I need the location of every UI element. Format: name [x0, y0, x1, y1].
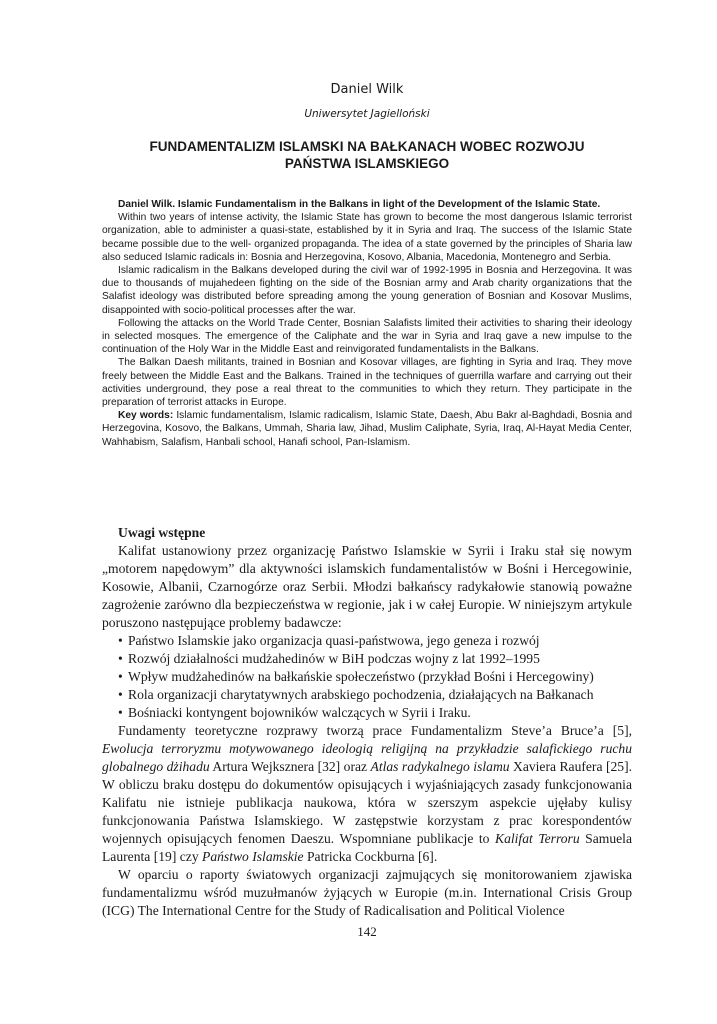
bullet-icon: •: [118, 633, 123, 648]
cited-title: Państwo Islamskie: [202, 849, 304, 864]
bullet-icon: •: [118, 669, 123, 684]
list-item: • Państwo Islamskie jako organizacja quasi-państwowa, jego geneza i rozwój: [118, 633, 540, 648]
author-name: Daniel Wilk: [330, 82, 404, 97]
abstract-paragraph: The Balkan Daesh militants, trained in Bosnian and Kosovar villages, are fighting in Syria and Iraq. They move freely between the Middle East and the Balkans. Trained in the techniques of guerrilla warfare and carrying out their activities underground, they pose a real threat to the communities to which they return. They participate in the preparation of terrorist attacks in Europe.: [102, 357, 632, 409]
list-item: • Rozwój działalności mudżahedinów w BiH podczas wojny z lat 1992–1995: [118, 651, 540, 666]
body-paragraph: W oparciu o raporty światowych organizacji zajmujących się monitorowaniem zjawiska fundamentalizmu wśród muzułmanów żyjących w Europie (m.in. International Crisis Group (ICG) The International Centre for the Study of Radicalisation and Political Violence: [102, 867, 632, 918]
body-paragraph: Fundamenty teoretyczne rozprawy tworzą prace Fundamentalizm Steve’a Bruce’a [5], Ewolucja terroryzmu motywowanego ideologią religijną na przykładzie salafickiego ruchu globalnego dżihadu Artura Wejksznera [32] oraz Atlas radykalnego islamu Xaviera Raufera [25]. W obliczu braku dostępu do dokumentów opisujących i wyjaśniających zasady funkcjonowania Kalifatu nie istnieje publikacja naukowa, która w szerszym aspekcie ujęłaby kulisy funkcjonowania Państwa Islamskiego. W zastępstwie korzystam z prac korespondentów wojennych opisujących fenomen Daeszu. Wspomniane publikacje to Kalifat Terroru Samuela Laurenta [19] czy Państwo Islamskie Patricka Cockburna [6].: [102, 723, 632, 864]
cited-title: Kalifat Terroru: [495, 831, 580, 846]
abstract-heading: Daniel Wilk. Islamic Fundamentalism in the Balkans in light of the Development of the Islamic State.: [118, 199, 601, 210]
bullet-icon: •: [118, 651, 123, 666]
page-number: 142: [357, 924, 377, 939]
keywords: [102, 409, 632, 449]
keywords-label: Key words:: [118, 410, 174, 422]
abstract: [102, 198, 632, 449]
article-body: [102, 524, 632, 920]
keywords-list: Islamic fundamentalism, Islamic radicalism, Islamic State, Daesh, Abu Bakr al-Baghdadi, Bosnia and Herzegovina, Kosovo, the Balkans, Ummah, Sharia law, Jihad, Muslim Caliphate, Syria, Iraq, Al-Hayat Media Center, Wahhabism, Salafism, Hanbali school, Hanafi school, Pan-Islamism.: [102, 410, 632, 448]
list-item: • Bośniacki kontyngent bojowników walczących w Syrii i Iraku.: [118, 705, 471, 720]
abstract-paragraph: Islamic radicalism in the Balkans developed during the civil war of 1992-1995 in Bosnia and Herzegovina. It was due to thousands of mujahedeen fighting on the side of the Bosnian army and Arab charity organizations that the Salafist ideology was distributed before spreading among the young generation of Bosnian and Kosovar Muslims, disappointed with socio-political processes after the war.: [102, 265, 632, 316]
title-line-2: PAŃSTWA ISLAMSKIEGO: [284, 156, 450, 171]
author-affiliation: Uniwersytet Jagielloński: [304, 108, 430, 120]
cited-title: Atlas radykalnego islamu: [370, 759, 510, 774]
bullet-icon: •: [118, 705, 123, 720]
section-heading: Uwagi wstępne: [118, 525, 206, 540]
list-item: • Wpływ mudżahedinów na bałkańskie społeczeństwo (przykład Bośni i Hercegowiny): [118, 669, 594, 684]
article-title: [102, 138, 632, 172]
abstract-paragraph: Within two years of intense activity, the Islamic State has grown to become the most dangerous Islamic terrorist organization, able to administer a quasi-state, established by it in Syria and Iraq. The success of the Islamic State became possible due to the well- organized propaganda. The idea of a state governed by the principles of Sharia law also seduced Islamic radicals in: Bosnia and Herzegovina, Kosovo, Albania, Macedonia, Montenegro and Serbia.: [102, 212, 632, 263]
list-item: • Rola organizacji charytatywnych arabskiego pochodzenia, działających na Bałkanach: [118, 687, 594, 702]
body-paragraph: Kalifat ustanowiony przez organizację Państwo Islamskie w Syrii i Iraku stał się nowym „motorem napędowym” dla aktywności islamskich fundamentalistów w Bośni i Hercegowinie, Kosowie, Albanii, Czarnogórze oraz Serbii. Młodzi bałkańscy radykałowie stanowią poważne zagrożenie zarówno dla bezpieczeństwa w regionie, jak i w całej Europie. W niniejszym artykule poruszono następujące problemy badawcze:: [102, 543, 632, 630]
abstract-paragraph: Following the attacks on the World Trade Center, Bosnian Salafists limited their activities to sharing their ideology in selected mosques. The emergence of the Caliphate and the war in Syria and Iraq gave a new impulse to the continuation of the Holy War in the Middle East and reinvigorated fundamentalists in the Balkans.: [102, 317, 632, 356]
title-line-1: FUNDAMENTALIZM ISLAMSKI NA BAŁKANACH WOBEC ROZWOJU: [149, 139, 585, 154]
research-problems-list: [102, 632, 632, 722]
cited-title: Ewolucja terroryzmu motywowanego ideologią religijną na przykładzie salafickiego ruchu globalnego dżihadu: [102, 741, 632, 774]
bullet-icon: •: [118, 687, 123, 702]
